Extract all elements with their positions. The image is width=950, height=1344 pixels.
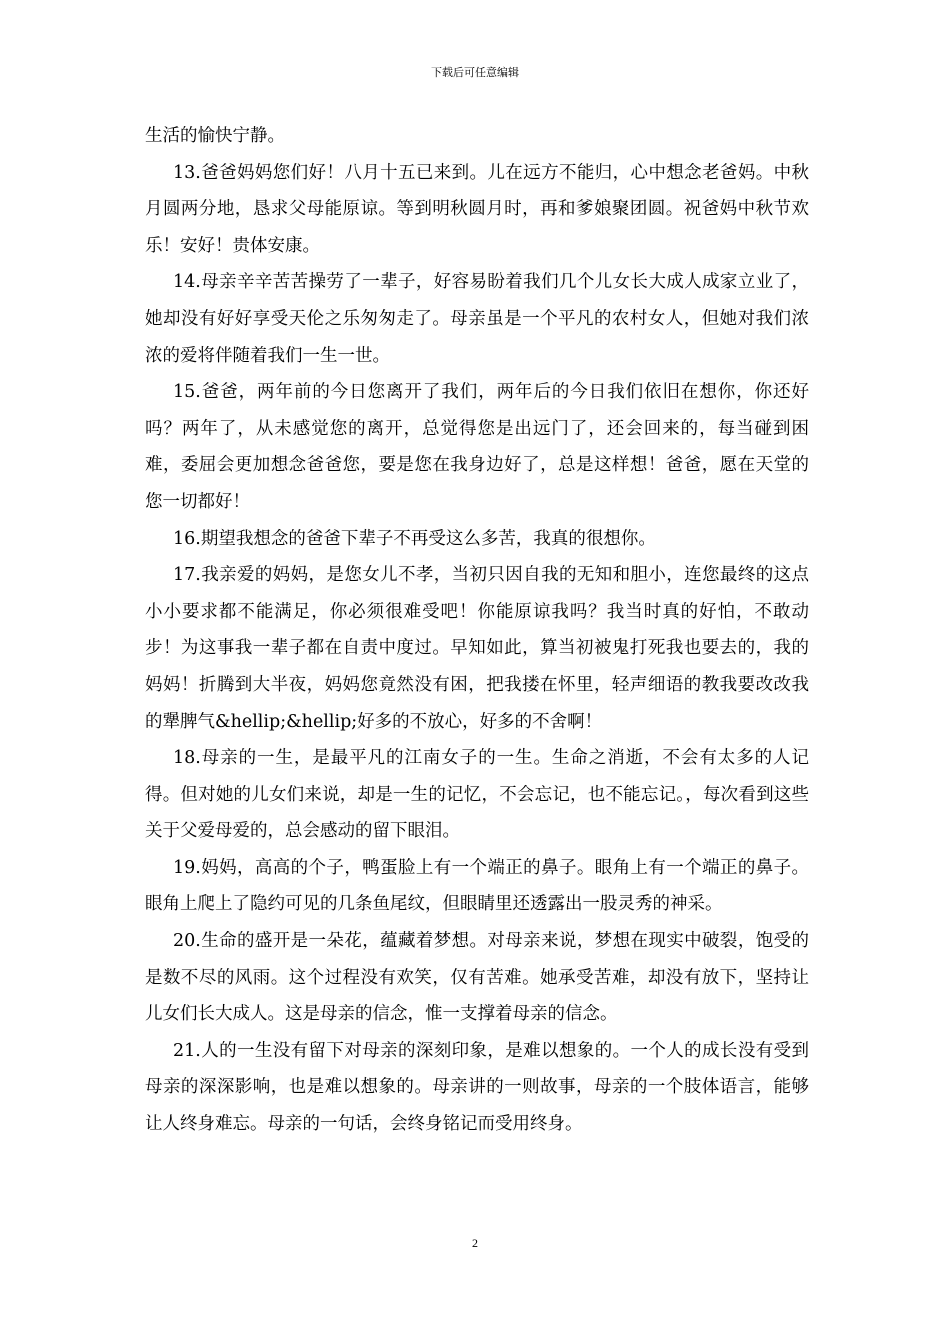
paragraph-14: 14.母亲辛辛苦苦操劳了一辈子，好容易盼着我们几个儿女长大成人成家立业了，她却没有好好享受天伦之乐匆匆走了。母亲虽是一个平凡的农村女人，但她对我们浓浓的爱将伴随着我们一生一世。 [145,272,809,366]
paragraph-21: 21.人的一生没有留下对母亲的深刻印象，是难以想象的。一个人的成长没有受到母亲的深深影响，也是难以想象的。母亲讲的一则故事，母亲的一个肢体语言，能够让人终身难忘。母亲的一句话，会终身铭记而受用终身。 [145,1040,809,1135]
page-header: 下载后可任意编辑 [431,66,519,79]
paragraph-19: 19.妈妈，高高的个子，鸭蛋脸上有一个端正的鼻子。眼角上有一个端正的鼻子。眼角上爬上了隐约可见的几条鱼尾纹，但眼睛里还透露出一股灵秀的神采。 [145,857,809,915]
paragraph-20: 20.生命的盛开是一朵花，蕴藏着梦想。对母亲来说，梦想在现实中破裂，饱受的是数不尽的风雨。这个过程没有欢笑，仅有苦难。她承受苦难，却没有放下，坚持让儿女们长大成人。这是母亲的信念，惟一支撑着母亲的信念。 [145,931,809,1025]
paragraph-13: 13.爸爸妈妈您们好！八月十五已来到。儿在远方不能归，心中想念老爸妈。中秋月圆两分地，恳求父母能原谅。等到明秋圆月时，再和爹娘聚团圆。祝爸妈中秋节欢乐！安好！贵体安康。 [145,162,809,256]
document-body [145,118,809,1143]
page-number: 2 [472,1236,478,1250]
paragraph-17: 17.我亲爱的妈妈，是您女儿不孝，当初只因自我的无知和胆小，连您最终的这点小小要求都不能满足，你必须很难受吧！你能原谅我吗？我当时真的好怕，不敢动步！为这事我一辈子都在自责中度过。早知如此，算当初被鬼打死我也要去的，我的妈妈！折腾到大半夜，妈妈您竟然没有困，把我搂在怀里，轻声细语的教我要改改我的犟脾气&hellip;&hellip;好多的不放心，好多的不舍啊！ [145,565,809,732]
paragraph-15: 15.爸爸，两年前的今日您离开了我们，两年后的今日我们依旧在想你，你还好吗？两年了，从未感觉您的离开，总觉得您是出远门了，还会回来的，每当碰到困难，委屈会更加想念爸爸您，要是您在我身边好了，总是这样想！爸爸，愿在天堂的您一切都好！ [145,382,809,512]
paragraph-18: 18.母亲的一生，是最平凡的江南女子的一生。生命之消逝，不会有太多的人记得。但对她的儿女们来说，却是一生的记忆，不会忘记，也不能忘记。，每次看到这些关于父爱母爱的，总会感动的留下眼泪。 [145,748,809,842]
paragraph-continuation: 生活的愉快宁静。 [145,126,285,146]
paragraph-16: 16.期望我想念的爸爸下辈子不再受这么多苦，我真的很想你。 [173,528,656,549]
